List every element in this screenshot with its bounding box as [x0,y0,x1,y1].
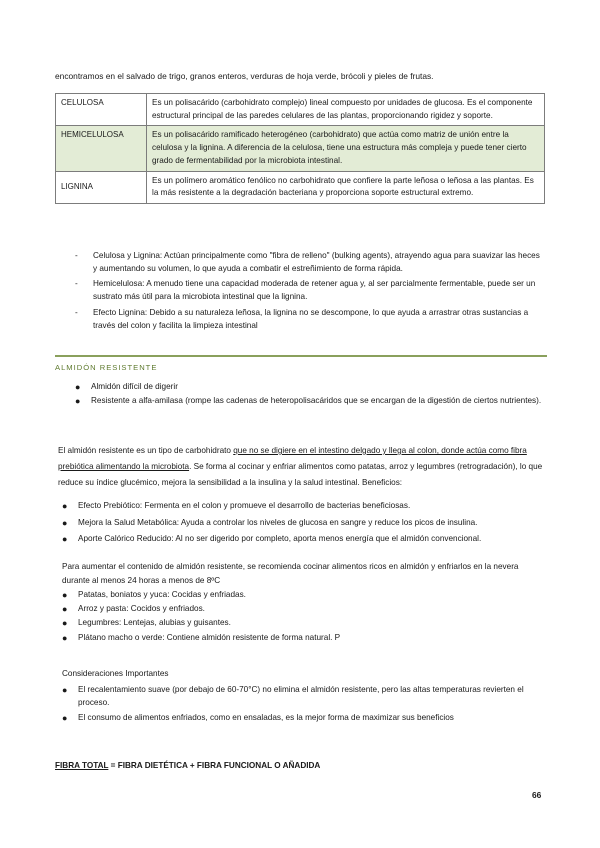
list-item-text: Celulosa y Lignina: Actúan principalmente como "fibra de relleno" (bulking agents), atrayendo agua para suavizar las heces y aumentando su volumen, lo que ayuda a combatir el estreñimiento de forma rápida. [93,251,540,273]
paragraph-text: El almidón resistente es un tipo de carbohidrato [58,446,234,455]
dash-marker: - [75,307,78,317]
cooking-tip-paragraph: Para aumentar el contenido de almidón resistente, se recomienda cocinar alimentos ricos en almidón y enfriarlos en la nevera durante al menos 24 horas a menos de 8ºC [62,562,519,585]
total-fiber-label: FIBRA TOTAL [55,761,109,770]
fiber-name: CELULOSA [56,94,147,126]
list-item-text: Efecto Lignina: Debido a su naturaleza leñosa, la lignina no se descompone, lo que ayuda a arrastrar otras sustancias a través del colon y facilita la limpieza intestinal [93,307,529,330]
table-row [56,126,545,171]
list-item [60,632,540,645]
bullet-icon: ● [62,618,68,629]
bullet-icon: ● [62,590,68,600]
underlined-text: que no se digiere en el intestino delgado y llega al colon, donde actúa como fibra prebiótica alimentando la microbiota [58,446,527,471]
list-item-text: El consumo de alimentos enfriados, como en ensaladas, es la mejor forma de maximizar sus beneficios [78,713,454,723]
intro-text: encontramos en el salvado de trigo, granos enteros, verduras de hoja verde, brócoli y pieles de frutas. [55,71,434,81]
list-item-text: El recalentamiento suave (por debajo de 60-70°C) no elimina el almidón resistente, pero las altas temperaturas revierten el proceso. [78,685,524,707]
list-item [60,603,540,616]
list-item-text: Legumbres: Lentejas, alubias y guisantes. [78,618,231,628]
list-item [60,517,540,530]
dash-marker: - [75,251,78,260]
list-item [75,250,545,275]
paragraph-text: . Se forma al cocinar y enfriar alimentos como patatas, arroz y legumbres (retrogradación), lo que reduce su índice glucémico, mejora la sensibilidad a la insulina y la salud intestinal. Beneficios: [58,461,543,487]
list-item-text: Aporte Calórico Reducido: Al no ser digerido por completo, aporta menos energía que el almidón convencional. [78,534,482,544]
section-divider [55,355,547,357]
list-item [73,395,543,408]
bullet-icon: ● [62,501,68,511]
dash-marker: - [75,279,78,289]
bullet-icon: ● [62,632,68,643]
list-item-text: Mejora la Salud Metabólica: Ayuda a controlar los niveles de glucosa en sangre y reduce los picos de insulina. [78,517,478,527]
fiber-types-table [55,93,545,204]
bullet-icon: ● [75,382,81,392]
list-item [60,589,540,602]
list-item [75,307,545,332]
list-item-text: Almidón difícil de digerir [91,382,178,391]
resistant-starch-paragraph [58,443,548,491]
list-item-text: Hemicelulosa: A menudo tiene una capacidad moderada de retener agua y, al ser parcialmente fermentable, puede ser un sustrato más útil para la microbiota intestinal que la lignina. [93,279,536,302]
resistant-starch-traits-list [73,381,543,408]
fiber-effects-list [75,250,545,335]
list-item [60,617,540,630]
list-item-text: Efecto Prebiótico: Fermenta en el colon y promueve el desarrollo de bacterias beneficiosas. [78,501,411,510]
foods-list [60,589,540,646]
fiber-description: Es un polisacárido (carbohidrato complejo) lineal compuesto por unidades de glucosa. Es el componente estructural principal de las paredes celulares de las plantas, proporcionando rigidez y soporte. [147,94,545,126]
bullet-icon: ● [62,517,68,528]
considerations-list [60,684,540,728]
list-item [60,500,540,513]
bullet-icon: ● [62,534,68,545]
list-item [60,533,540,546]
list-item-text: Arroz y pasta: Cocidos y enfriados. [78,604,205,614]
list-item [75,278,545,303]
fiber-description: Es un polímero aromático fenólico no carbohidrato que confiere la parte leñosa o leñosa a las plantas. Es la más resistente a la degradación bacteriana y proporciona soporte estructural extremo. [147,171,545,203]
benefits-list [60,500,540,550]
list-item [60,712,540,725]
bullet-icon: ● [62,713,68,724]
bullet-icon: ● [62,604,68,615]
list-item-text: Resistente a alfa-amilasa (rompe las cadenas de heteropolisacáridos que se encargan de la digestión de ciertos nutrientes). [91,395,542,405]
fiber-description: Es un polisacárido ramificado heterogéneo (carbohidrato) que actúa como matriz de unión entre la celulosa y la lignina. A diferencia de la celulosa, tiene una estructura más compleja y puede tener cierto grado de fermentabilidad por la microbiota intestinal. [147,126,545,171]
list-item-text: Plátano macho o verde: Contiene almidón resistente de forma natural. P [78,632,341,642]
considerations-heading: Consideraciones Importantes [62,669,169,678]
fiber-name: HEMICELULOSA [56,126,147,171]
page-number: 66 [532,790,542,800]
fiber-name: LIGNINA [56,171,147,203]
table-row [56,94,545,126]
bullet-icon: ● [62,685,68,695]
total-fiber-formula-text: = FIBRA DIETÉTICA + FIBRA FUNCIONAL O AÑADIDA [108,761,321,770]
table-row [56,171,545,203]
list-item [60,684,540,709]
total-fiber-formula [55,760,320,772]
list-item [73,381,543,394]
list-item-text: Patatas, boniatos y yuca: Cocidas y enfriadas. [78,590,246,599]
section-title: ALMIDÓN RESISTENTE [55,363,158,372]
bullet-icon: ● [75,395,81,406]
